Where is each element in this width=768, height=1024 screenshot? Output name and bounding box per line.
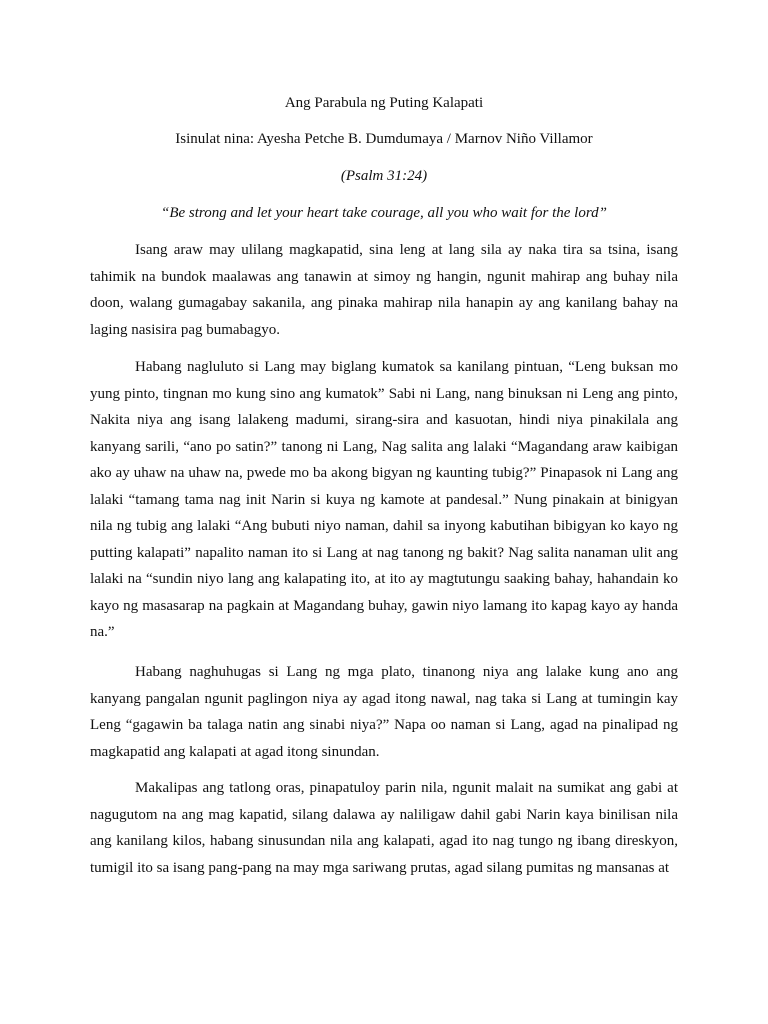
document-title: Ang Parabula ng Puting Kalapati bbox=[284, 95, 484, 111]
story-paragraph: Makalipas ang tatlong oras, pinapatuloy parin nila, ngunit malait na sumikat ang gabi at nagugutom na ang mag kapatid, silang dalawa ay naliligaw dahil gabi Narin kaya binilisan nila ang kanilang kilos, habang sinusundan nila ang kalapati, agad ito nag tungo ng ibang direskyon, tumigil ito sa isang pang-pang na may mga sariwang prutas, agad silang pumitas ng mansanas at bbox=[90, 780, 678, 876]
story-paragraph: Isang araw may ulilang magkapatid, sina leng at lang sila ay naka tira sa tsina, isang tahimik na bundok maalawas ang tanawin at simoy ng hangin, ngunit mahirap ang buhay nila doon, walang gumagabay sakanila, ang pinaka mahirap nila hanapin ay ang kanilang bahay na laging nasisira pag bumabagyo. bbox=[90, 242, 678, 338]
story-paragraph: Habang naghuhugas si Lang ng mga plato, tinanong niya ang lalake kung ano ang kanyang pangalan ngunit paglingon niya ay agad itong nawal, nag taka si Lang at tumingin kay Leng “gagawin ba talaga natin ang sinabi niya?” Napa oo naman si Lang, agad na pinalipad ng magkapatid ang kalapati at agad itong sinundan. bbox=[90, 664, 678, 760]
verse-quote: “Be strong and let your heart take courage, all you who wait for the lord” bbox=[161, 205, 607, 221]
story-paragraph: Habang nagluluto si Lang may biglang kumatok sa kanilang pintuan, “Leng buksan mo yung pinto, tingnan mo kung sino ang kumatok” Sabi ni Lang, nang binuksan ni Leng ang pinto, Nakita niya ang isang lalakeng madumi, sirang-sira and kasuotan, hindi niya pinakilala ang kanyang sarili, “ano po satin?” tanong ni Lang, Nag salita ang lalaki “Magandang araw kaibigan ako ay uhaw na uhaw na, pwede mo ba akong bigyan ng kaunting tubig?” Pinapasok ni Lang ang lalaki “tamang tama nag init Narin si kuya ng kamote at pandesal.” Nung pinakain at binigyan nila ng tubig ang lalaki “Ang bubuti niyo naman, dahil sa inyong kabutihan bibigyan ko kayo ng putting kalapati” napalito naman ito si Lang at nag tanong ng bakit? Nag salita nanaman ulit ang lalaki na “sundin niyo lang ang kalapating ito, at ito ay magtutungu saaking bahay, hahandain ko kayo ng masasarap na pagkain at Magandang buhay, gawin niyo lamang ito kapag kayo ay handa na.” bbox=[90, 359, 678, 640]
document-authors: Isinulat nina: Ayesha Petche B. Dumdumaya / Marnov Niño Villamor bbox=[175, 131, 593, 147]
verse-reference: (Psalm 31:24) bbox=[340, 168, 428, 184]
